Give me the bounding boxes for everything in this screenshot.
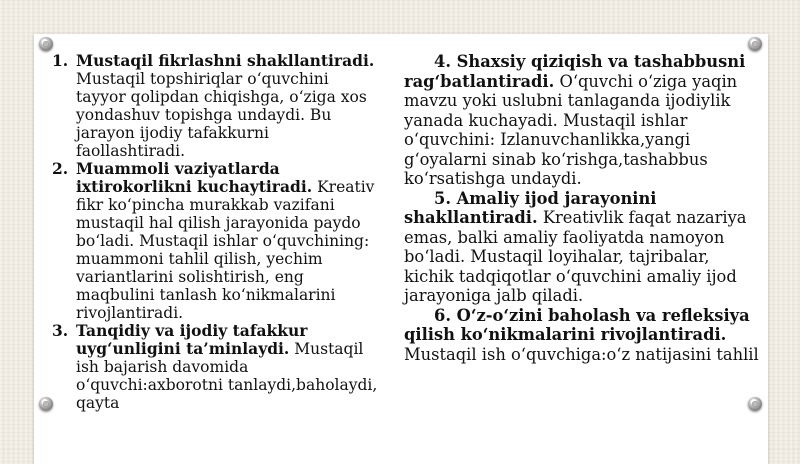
item-title: 6. O‘z-o‘zini baholash va refleksiya qilish ko‘nikmalarini rivojlantiradi. xyxy=(404,305,750,344)
item-body: Kreativ fikr ko‘pincha murakkab vazifani mustaqil hal qilish jarayonida paydo bo‘ladi. Mustaqil ishlar o‘quvchining: muammoni tahlil qilish, yechim variantlarini solishtirish, eng maqbulini tanlash ko‘nikmalarini rivojlantiradi. xyxy=(76,178,375,322)
item-body: O‘quvchi o‘ziga yaqin mavzu yoki uslubni tanlaganda ijodiylik yanada kuchayadi. Mustaqil ishlar o‘quvchini: Izlanuvchanlikka,yangi g‘oyalarni sinab ko‘rishga,tashabbus ko‘rsatishga undaydi. xyxy=(404,71,738,188)
item-title: 5. Amaliy ijod jarayonini shakllantiradi. xyxy=(404,188,657,227)
list-item xyxy=(52,160,380,322)
pushpin-icon xyxy=(748,397,762,411)
item-body: Mustaqil ish bajarish davomida o‘quvchi:axborotni tanlaydi,baholaydi, qayta xyxy=(76,340,378,412)
left-column xyxy=(52,52,380,412)
pushpin-icon xyxy=(748,37,762,51)
item-title: Mustaqil fikrlashni shakllantiradi. xyxy=(76,51,375,70)
item-number: 3. xyxy=(52,321,69,340)
item-title: 4. Shaxsiy qiziqish va tashabbusni rag‘batlantiradi. xyxy=(404,52,746,91)
list-item xyxy=(52,322,380,412)
item-body: Mustaqil topshiriqlar o‘quvchini tayyor qolipdan chiqishga, o‘ziga xos yondashuv topishga undaydi. Bu jarayon ijodiy tafakkurni faollashtiradi. xyxy=(76,70,367,160)
right-column xyxy=(404,52,760,364)
paragraph xyxy=(404,52,760,189)
item-body: Mustaqil ish o‘quvchiga:o‘z natijasini tahlil xyxy=(404,344,759,364)
item-number: 1. xyxy=(52,51,69,70)
item-title: Muammoli vaziyatlarda ixtirokorlikni kuchaytiradi. xyxy=(76,159,313,196)
item-number: 2. xyxy=(52,159,69,178)
pushpin-icon xyxy=(39,397,53,411)
pushpin-icon xyxy=(39,37,53,51)
item-title: Tanqidiy va ijodiy tafakkur uyg‘unligini ta’minlaydi. xyxy=(76,321,308,358)
item-body: Kreativlik faqat nazariya emas, balki amaliy faoliyatda namoyon bo‘ladi. Mustaqil loyihalar, tajribalar, kichik tadqiqotlar o‘quvchini amaliy ijod jarayoniga jalb qiladi. xyxy=(404,208,747,305)
paragraph xyxy=(404,306,760,365)
paragraph xyxy=(404,189,760,306)
list-item xyxy=(52,52,380,160)
